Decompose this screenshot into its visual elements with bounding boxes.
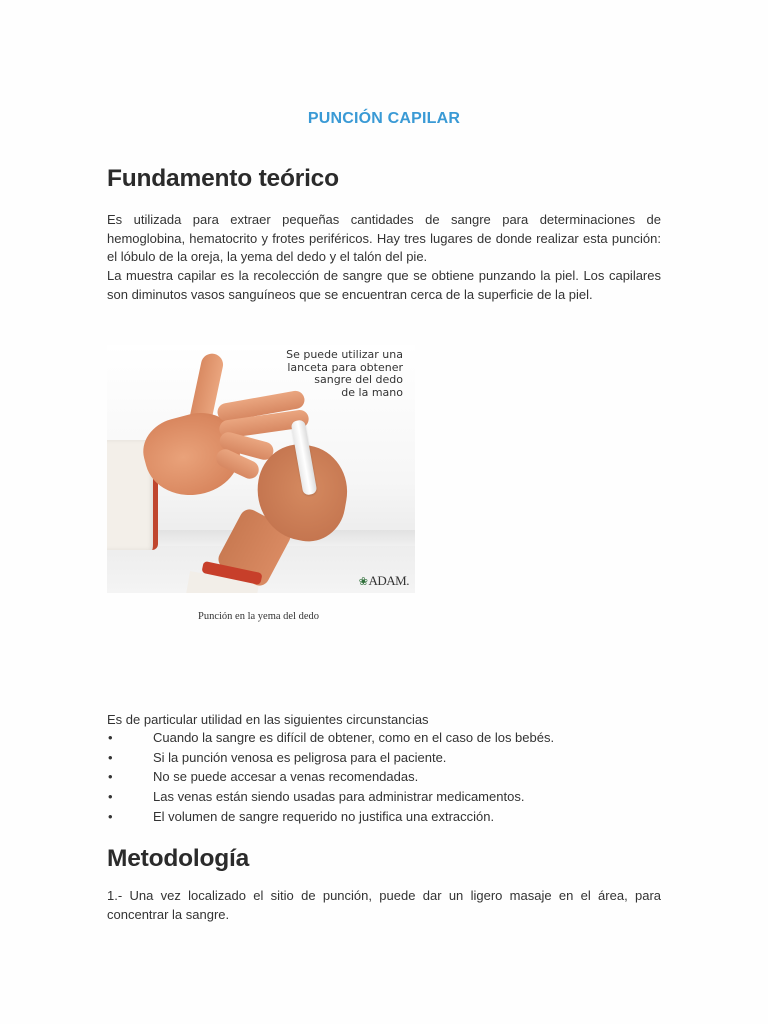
list-item-text: El volumen de sangre requerido no justifica una extracción. bbox=[153, 808, 495, 824]
bullet-icon: • bbox=[108, 730, 113, 745]
logo-text: ADAM. bbox=[368, 573, 409, 588]
bullet-icon: • bbox=[108, 769, 113, 785]
figure-overlay-text bbox=[286, 349, 403, 399]
list-item bbox=[107, 787, 554, 807]
section-heading-metodologia: Metodología bbox=[107, 845, 250, 872]
methodology-step-1: 1.- Una vez localizado el sitio de punción, puede dar un ligero masaje en el área, para concentrar la sangre. bbox=[107, 888, 661, 922]
circumstances-list bbox=[107, 728, 554, 826]
list-item-text: Las venas están siendo usadas para administrar medicamentos. bbox=[153, 789, 525, 805]
circumstances-intro: Es de particular utilidad en las siguientes circunstancias bbox=[107, 712, 429, 727]
list-item bbox=[107, 748, 554, 768]
figure-overlay-line: de la mano bbox=[341, 385, 403, 399]
figure-overlay-line: sangre del dedo bbox=[314, 373, 403, 386]
bullet-icon: • bbox=[108, 789, 113, 805]
list-item-text: No se puede accesar a venas recomendadas. bbox=[153, 769, 419, 785]
bullet-icon: • bbox=[108, 808, 113, 824]
figure-overlay-line: Se puede utilizar una bbox=[286, 348, 403, 361]
paragraph-fundamento-2: La muestra capilar es la recolección de sangre que se obtiene punzando la piel. Los capilares son diminutos vasos sanguíneos que se encuentran cerca de la superficie de la piel. bbox=[107, 268, 661, 302]
section-heading-fundamento: Fundamento teórico bbox=[107, 165, 339, 192]
figure-overlay-line: lanceta para obtener bbox=[287, 360, 403, 374]
figure-finger-puncture-illustration bbox=[107, 345, 415, 593]
adam-logo bbox=[359, 573, 409, 589]
leaf-icon: ❀ bbox=[358, 576, 368, 588]
list-item bbox=[107, 767, 554, 787]
paragraph-fundamento-1: Es utilizada para extraer pequeñas cantidades de sangre para determinaciones de hemoglobina, hematocrito y frotes periféricos. Hay tres lugares de donde realizar esta punción: el lóbulo de la oreja, la yema del dedo y el talón del pie. bbox=[107, 212, 661, 264]
document-title: PUNCIÓN CAPILAR bbox=[307, 110, 461, 127]
list-item bbox=[107, 807, 554, 827]
bullet-icon: • bbox=[108, 749, 113, 765]
list-item-text: Si la punción venosa es peligrosa para el paciente. bbox=[153, 749, 447, 765]
list-item-text: Cuando la sangre es difícil de obtener, como en el caso de los bebés. bbox=[153, 730, 555, 745]
figure-caption: Punción en la yema del dedo bbox=[198, 611, 320, 622]
list-item bbox=[107, 728, 554, 748]
